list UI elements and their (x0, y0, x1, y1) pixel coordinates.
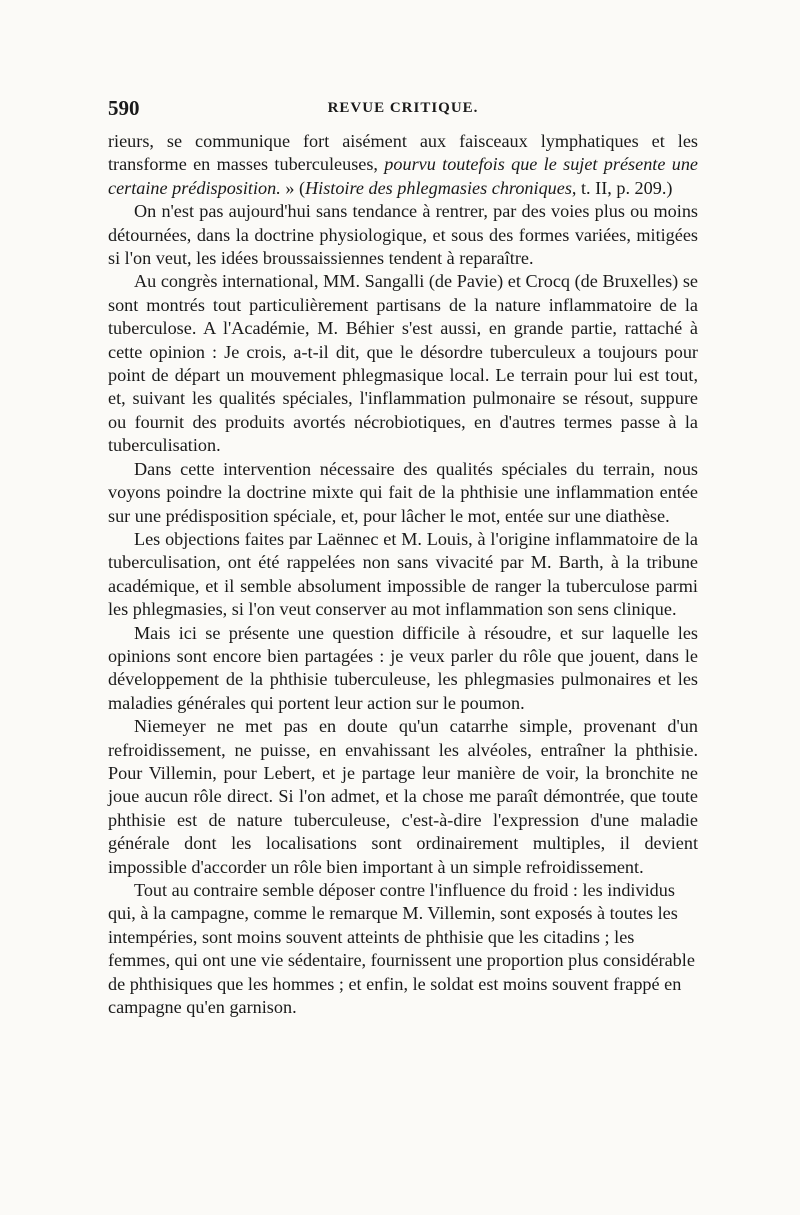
text-run: , t. II, p. 209.) (571, 177, 673, 198)
italic-quote: pourvu toutefois que le sujet présente une certaine prédisposition. (108, 154, 698, 198)
paragraph: On n'est pas aujourd'hui sans tendance à rentrer, par des voies plus ou moins détournées, dans la doctrine physiologique, et sous des formes variées, mitigées si l'on veut, les idées broussaissiennes tendent à reparaître. (108, 201, 698, 269)
paragraph: Dans cette intervention nécessaire des qualités spéciales du terrain, nous voyons poindre la doctrine mixte qui fait de la phthisie une inflammation entée sur une prédisposition spéciale, et, pour lâcher le mot, entée sur une diathèse. (108, 458, 698, 526)
page-number: 590 (108, 96, 140, 120)
paragraph-continuation (108, 130, 698, 200)
paragraph: Mais ici se présente une question difficile à résoudre, et sur laquelle les opinions sont encore bien partagées : je veux parler du rôle que jouent, dans le développement de la phthisie tuberculeuse, les phlegmasies pulmonaires et les maladies générales qui portent leur action sur le poumon. (108, 622, 698, 713)
paragraph: Niemeyer ne met pas en doute qu'un catarrhe simple, provenant d'un refroidissement, ne puisse, en envahissant les alvéoles, entraîner la phthisie. Pour Villemin, pour Lebert, et je partage leur manière de voir, la bronchite ne joue aucun rôle direct. Si l'on admet, et la chose me paraît démontrée, que toute phthisie est de nature tuberculeuse, c'est-à-dire l'expression d'une maladie générale dont les localisations sont ordinairement multiples, il devient impossible d'accorder un rôle bien important à un simple refroidissement. (108, 716, 698, 877)
page-body (108, 130, 698, 1019)
paragraph: Tout au contraire semble déposer contre l'influence du froid : les individus qui, à la campagne, comme le remarque M. Villemin, sont exposés à toutes les intempéries, sont moins souvent atteints de phthisie que les citadins ; les femmes, qui ont une vie sédentaire, fournissent une proportion plus considérable de phthisiques que les hommes ; et enfin, le soldat est moins souvent frappé en campagne qu'en garnison. (108, 880, 695, 1018)
book-page (108, 96, 698, 1019)
text-run: » ( (280, 177, 306, 198)
page-header (108, 96, 698, 130)
text-run: rieurs, se communique fort aisément aux faisceaux lymphatiques et les transforme en masses tuberculeuses, (108, 131, 698, 175)
paragraph: Les objections faites par Laënnec et M. Louis, à l'origine inflammatoire de la tuberculisation, ont été rappelées non sans vivacité par M. Barth, à la tribune académique, et il semble absolument impossible de ranger la tuberculose parmi les phlegmasies, si l'on veut conserver au mot inflammation son sens clinique. (108, 528, 698, 620)
paragraph: Au congrès international, MM. Sangalli (de Pavie) et Crocq (de Bruxelles) se sont montrés tout particulièrement partisans de la nature inflammatoire de la tuberculose. A l'Académie, M. Béhier s'est aussi, en grande partie, rattaché à cette opinion : Je crois, a-t-il dit, que le désordre tuberculeux a toujours pour point de départ un mouvement phlegmasique local. Le terrain pour lui est tout, et, suivant les qualités spéciales, l'inflammation pulmonaire se résout, suppure ou fournit des produits avortés nécrobiotiques, en d'autres termes passe à la tuberculisation. (108, 271, 698, 456)
italic-citation-title: Histoire des phlegmasies chroniques (305, 177, 572, 198)
running-title: REVUE CRITIQUE. (327, 100, 479, 116)
